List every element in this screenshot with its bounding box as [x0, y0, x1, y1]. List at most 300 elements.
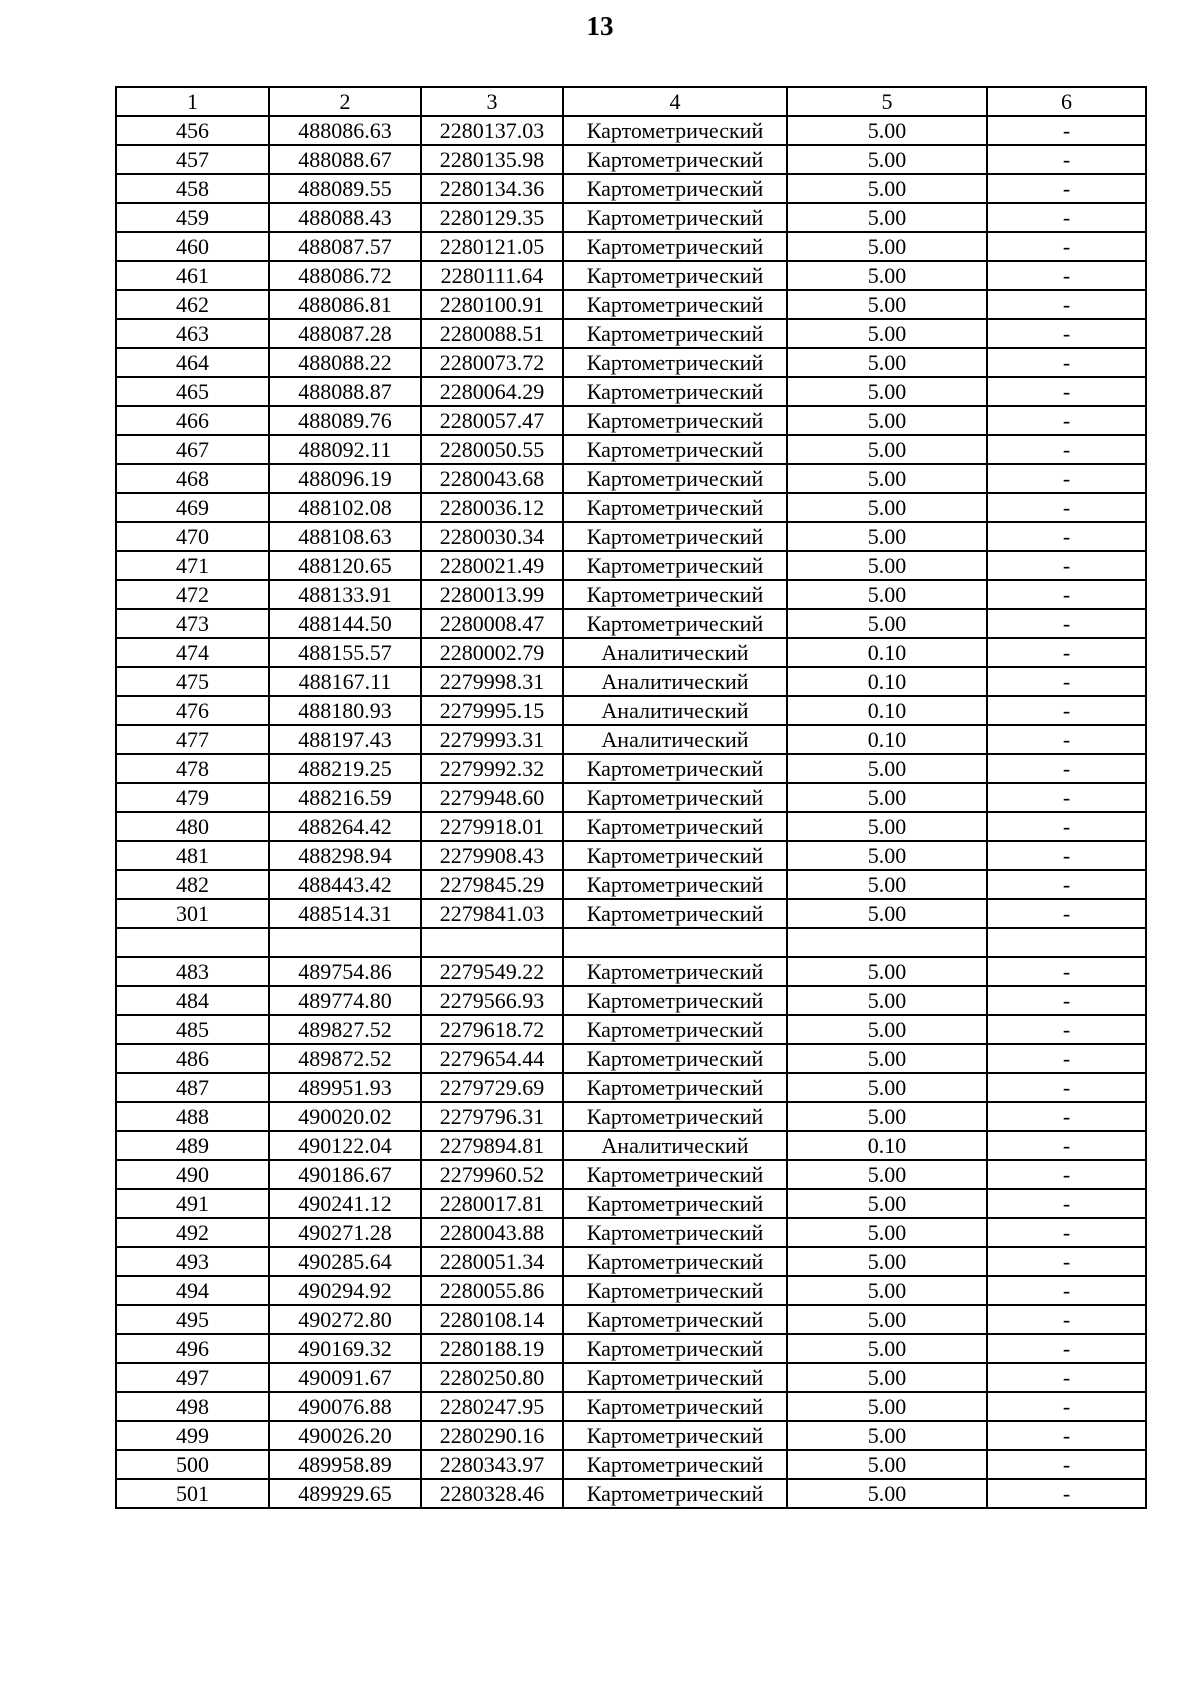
- note-cell: -: [987, 116, 1146, 145]
- point-number-cell: 490: [116, 1160, 269, 1189]
- point-number-cell: 464: [116, 348, 269, 377]
- point-number-cell: 458: [116, 174, 269, 203]
- accuracy-cell: 5.00: [787, 899, 987, 928]
- y-coordinate-cell: 2279918.01: [421, 812, 563, 841]
- method-cell: Аналитический: [563, 1131, 787, 1160]
- table-row: [116, 812, 1146, 841]
- note-cell: -: [987, 290, 1146, 319]
- y-coordinate-cell: 2280013.99: [421, 580, 563, 609]
- accuracy-cell: 5.00: [787, 1334, 987, 1363]
- method-cell: Картометрический: [563, 1073, 787, 1102]
- y-coordinate-cell: 2279566.93: [421, 986, 563, 1015]
- accuracy-cell: 5.00: [787, 232, 987, 261]
- x-coordinate-cell: 489754.86: [269, 957, 421, 986]
- point-number-cell: 498: [116, 1392, 269, 1421]
- note-cell: -: [987, 783, 1146, 812]
- x-coordinate-cell: 488088.22: [269, 348, 421, 377]
- y-coordinate-cell: 2279993.31: [421, 725, 563, 754]
- point-number-cell: 501: [116, 1479, 269, 1508]
- point-number-cell: 483: [116, 957, 269, 986]
- y-coordinate-cell: 2280088.51: [421, 319, 563, 348]
- method-cell: Картометрический: [563, 290, 787, 319]
- accuracy-cell: 5.00: [787, 1450, 987, 1479]
- y-coordinate-cell: 2280137.03: [421, 116, 563, 145]
- point-number-cell: 457: [116, 145, 269, 174]
- y-coordinate-cell: 2280043.88: [421, 1218, 563, 1247]
- x-coordinate-cell: 490076.88: [269, 1392, 421, 1421]
- table-row: [116, 1450, 1146, 1479]
- table-row: [116, 928, 1146, 957]
- method-cell: Картометрический: [563, 1247, 787, 1276]
- x-coordinate-cell: 490294.92: [269, 1276, 421, 1305]
- note-cell: -: [987, 638, 1146, 667]
- method-cell: Картометрический: [563, 1305, 787, 1334]
- method-cell: Картометрический: [563, 609, 787, 638]
- note-cell: -: [987, 1334, 1146, 1363]
- point-number-cell: 481: [116, 841, 269, 870]
- point-number-cell: 472: [116, 580, 269, 609]
- note-cell: -: [987, 899, 1146, 928]
- point-number-cell: 484: [116, 986, 269, 1015]
- table-row: [116, 609, 1146, 638]
- table-row: [116, 1421, 1146, 1450]
- y-coordinate-cell: 2280188.19: [421, 1334, 563, 1363]
- accuracy-cell: 5.00: [787, 1102, 987, 1131]
- method-cell: [563, 928, 787, 957]
- y-coordinate-cell: 2279845.29: [421, 870, 563, 899]
- note-cell: -: [987, 1363, 1146, 1392]
- note-cell: -: [987, 1450, 1146, 1479]
- note-cell: -: [987, 1392, 1146, 1421]
- point-number-cell: 487: [116, 1073, 269, 1102]
- y-coordinate-cell: 2279729.69: [421, 1073, 563, 1102]
- x-coordinate-cell: 488120.65: [269, 551, 421, 580]
- table-row: [116, 1276, 1146, 1305]
- point-number-cell: 494: [116, 1276, 269, 1305]
- y-coordinate-cell: 2279796.31: [421, 1102, 563, 1131]
- accuracy-cell: 5.00: [787, 1044, 987, 1073]
- table-row: [116, 377, 1146, 406]
- accuracy-cell: 5.00: [787, 1247, 987, 1276]
- accuracy-cell: 5.00: [787, 1392, 987, 1421]
- column-header: 2: [269, 87, 421, 116]
- point-number-cell: 485: [116, 1015, 269, 1044]
- method-cell: Картометрический: [563, 754, 787, 783]
- table-row: [116, 319, 1146, 348]
- accuracy-cell: 0.10: [787, 638, 987, 667]
- y-coordinate-cell: 2280247.95: [421, 1392, 563, 1421]
- accuracy-cell: 5.00: [787, 290, 987, 319]
- x-coordinate-cell: 488197.43: [269, 725, 421, 754]
- accuracy-cell: 5.00: [787, 348, 987, 377]
- x-coordinate-cell: 490020.02: [269, 1102, 421, 1131]
- y-coordinate-cell: 2279894.81: [421, 1131, 563, 1160]
- point-number-cell: 488: [116, 1102, 269, 1131]
- y-coordinate-cell: 2279618.72: [421, 1015, 563, 1044]
- x-coordinate-cell: 490026.20: [269, 1421, 421, 1450]
- accuracy-cell: [787, 928, 987, 957]
- method-cell: Картометрический: [563, 1363, 787, 1392]
- note-cell: -: [987, 841, 1146, 870]
- x-coordinate-cell: 488088.67: [269, 145, 421, 174]
- y-coordinate-cell: 2280036.12: [421, 493, 563, 522]
- table-row: [116, 1160, 1146, 1189]
- y-coordinate-cell: 2280290.16: [421, 1421, 563, 1450]
- point-number-cell: 489: [116, 1131, 269, 1160]
- x-coordinate-cell: 490241.12: [269, 1189, 421, 1218]
- y-coordinate-cell: 2280055.86: [421, 1276, 563, 1305]
- note-cell: -: [987, 957, 1146, 986]
- table-row: [116, 1189, 1146, 1218]
- note-cell: -: [987, 812, 1146, 841]
- note-cell: -: [987, 986, 1146, 1015]
- table-row: [116, 493, 1146, 522]
- method-cell: Картометрический: [563, 1160, 787, 1189]
- table-row: [116, 667, 1146, 696]
- note-cell: -: [987, 754, 1146, 783]
- x-coordinate-cell: 488087.57: [269, 232, 421, 261]
- note-cell: -: [987, 580, 1146, 609]
- method-cell: Картометрический: [563, 261, 787, 290]
- x-coordinate-cell: 489958.89: [269, 1450, 421, 1479]
- column-header: 4: [563, 87, 787, 116]
- accuracy-cell: 5.00: [787, 580, 987, 609]
- table-row: [116, 116, 1146, 145]
- method-cell: Картометрический: [563, 493, 787, 522]
- accuracy-cell: 5.00: [787, 870, 987, 899]
- accuracy-cell: 5.00: [787, 261, 987, 290]
- accuracy-cell: 5.00: [787, 493, 987, 522]
- point-number-cell: 491: [116, 1189, 269, 1218]
- accuracy-cell: 5.00: [787, 1189, 987, 1218]
- column-header: 1: [116, 87, 269, 116]
- x-coordinate-cell: 489951.93: [269, 1073, 421, 1102]
- note-cell: -: [987, 1015, 1146, 1044]
- note-cell: -: [987, 1218, 1146, 1247]
- method-cell: Картометрический: [563, 348, 787, 377]
- x-coordinate-cell: 489872.52: [269, 1044, 421, 1073]
- x-coordinate-cell: 488167.11: [269, 667, 421, 696]
- x-coordinate-cell: 488088.43: [269, 203, 421, 232]
- y-coordinate-cell: 2280057.47: [421, 406, 563, 435]
- x-coordinate-cell: 490271.28: [269, 1218, 421, 1247]
- accuracy-cell: 5.00: [787, 609, 987, 638]
- point-number-cell: 470: [116, 522, 269, 551]
- method-cell: Картометрический: [563, 1044, 787, 1073]
- table-row: [116, 1247, 1146, 1276]
- point-number-cell: 475: [116, 667, 269, 696]
- note-cell: -: [987, 464, 1146, 493]
- method-cell: Картометрический: [563, 1392, 787, 1421]
- x-coordinate-cell: 488155.57: [269, 638, 421, 667]
- table-row: [116, 1305, 1146, 1334]
- y-coordinate-cell: 2279948.60: [421, 783, 563, 812]
- x-coordinate-cell: 488144.50: [269, 609, 421, 638]
- method-cell: Картометрический: [563, 464, 787, 493]
- point-number-cell: 478: [116, 754, 269, 783]
- method-cell: Картометрический: [563, 406, 787, 435]
- y-coordinate-cell: 2280108.14: [421, 1305, 563, 1334]
- method-cell: Картометрический: [563, 870, 787, 899]
- point-number-cell: [116, 928, 269, 957]
- note-cell: -: [987, 522, 1146, 551]
- x-coordinate-cell: 488514.31: [269, 899, 421, 928]
- table-row: [116, 522, 1146, 551]
- x-coordinate-cell: 488086.81: [269, 290, 421, 319]
- y-coordinate-cell: 2279998.31: [421, 667, 563, 696]
- method-cell: Картометрический: [563, 377, 787, 406]
- x-coordinate-cell: 488102.08: [269, 493, 421, 522]
- table-row: [116, 1044, 1146, 1073]
- accuracy-cell: 5.00: [787, 464, 987, 493]
- note-cell: -: [987, 1131, 1146, 1160]
- method-cell: Картометрический: [563, 986, 787, 1015]
- x-coordinate-cell: 488264.42: [269, 812, 421, 841]
- page-number: 13: [586, 11, 614, 41]
- note-cell: -: [987, 1189, 1146, 1218]
- y-coordinate-cell: 2279654.44: [421, 1044, 563, 1073]
- table-body: [116, 116, 1146, 1508]
- point-number-cell: 476: [116, 696, 269, 725]
- accuracy-cell: 5.00: [787, 1305, 987, 1334]
- method-cell: Картометрический: [563, 319, 787, 348]
- note-cell: -: [987, 870, 1146, 899]
- table-row: [116, 174, 1146, 203]
- point-number-cell: 486: [116, 1044, 269, 1073]
- accuracy-cell: 5.00: [787, 145, 987, 174]
- point-number-cell: 496: [116, 1334, 269, 1363]
- note-cell: -: [987, 725, 1146, 754]
- header-row: [116, 87, 1146, 116]
- point-number-cell: 471: [116, 551, 269, 580]
- accuracy-cell: 5.00: [787, 812, 987, 841]
- method-cell: Картометрический: [563, 435, 787, 464]
- note-cell: -: [987, 1073, 1146, 1102]
- point-number-cell: 479: [116, 783, 269, 812]
- method-cell: Картометрический: [563, 232, 787, 261]
- method-cell: Аналитический: [563, 638, 787, 667]
- x-coordinate-cell: 488216.59: [269, 783, 421, 812]
- y-coordinate-cell: 2280051.34: [421, 1247, 563, 1276]
- x-coordinate-cell: 490169.32: [269, 1334, 421, 1363]
- method-cell: Картометрический: [563, 783, 787, 812]
- y-coordinate-cell: 2280100.91: [421, 290, 563, 319]
- method-cell: Картометрический: [563, 1421, 787, 1450]
- y-coordinate-cell: 2280135.98: [421, 145, 563, 174]
- method-cell: Картометрический: [563, 580, 787, 609]
- point-number-cell: 465: [116, 377, 269, 406]
- point-number-cell: 459: [116, 203, 269, 232]
- table-row: [116, 348, 1146, 377]
- x-coordinate-cell: 489827.52: [269, 1015, 421, 1044]
- note-cell: -: [987, 1102, 1146, 1131]
- x-coordinate-cell: 488108.63: [269, 522, 421, 551]
- method-cell: Картометрический: [563, 522, 787, 551]
- x-coordinate-cell: 488219.25: [269, 754, 421, 783]
- method-cell: Картометрический: [563, 1102, 787, 1131]
- method-cell: Картометрический: [563, 1450, 787, 1479]
- x-coordinate-cell: 488443.42: [269, 870, 421, 899]
- note-cell: -: [987, 1247, 1146, 1276]
- y-coordinate-cell: 2279995.15: [421, 696, 563, 725]
- y-coordinate-cell: 2280043.68: [421, 464, 563, 493]
- point-number-cell: 473: [116, 609, 269, 638]
- point-number-cell: 456: [116, 116, 269, 145]
- point-number-cell: 499: [116, 1421, 269, 1450]
- point-number-cell: 482: [116, 870, 269, 899]
- note-cell: -: [987, 1305, 1146, 1334]
- note-cell: [987, 928, 1146, 957]
- accuracy-cell: 5.00: [787, 1073, 987, 1102]
- accuracy-cell: 5.00: [787, 783, 987, 812]
- x-coordinate-cell: 489774.80: [269, 986, 421, 1015]
- method-cell: Картометрический: [563, 174, 787, 203]
- accuracy-cell: 5.00: [787, 1160, 987, 1189]
- note-cell: -: [987, 174, 1146, 203]
- method-cell: Картометрический: [563, 841, 787, 870]
- table-row: [116, 464, 1146, 493]
- method-cell: Картометрический: [563, 1218, 787, 1247]
- point-number-cell: 462: [116, 290, 269, 319]
- point-number-cell: 468: [116, 464, 269, 493]
- accuracy-cell: 0.10: [787, 667, 987, 696]
- note-cell: -: [987, 232, 1146, 261]
- table-row: [116, 290, 1146, 319]
- column-header: 3: [421, 87, 563, 116]
- accuracy-cell: 5.00: [787, 1421, 987, 1450]
- method-cell: Аналитический: [563, 667, 787, 696]
- y-coordinate-cell: 2279549.22: [421, 957, 563, 986]
- x-coordinate-cell: 488087.28: [269, 319, 421, 348]
- point-number-cell: 461: [116, 261, 269, 290]
- table-header: [116, 87, 1146, 116]
- table-row: [116, 754, 1146, 783]
- x-coordinate-cell: 488086.63: [269, 116, 421, 145]
- accuracy-cell: 5.00: [787, 319, 987, 348]
- accuracy-cell: 5.00: [787, 551, 987, 580]
- note-cell: -: [987, 1160, 1146, 1189]
- column-header: 6: [987, 87, 1146, 116]
- table-row: [116, 986, 1146, 1015]
- x-coordinate-cell: 488089.55: [269, 174, 421, 203]
- x-coordinate-cell: 488133.91: [269, 580, 421, 609]
- note-cell: -: [987, 203, 1146, 232]
- y-coordinate-cell: 2280328.46: [421, 1479, 563, 1508]
- table-row: [116, 783, 1146, 812]
- y-coordinate-cell: 2280121.05: [421, 232, 563, 261]
- table-row: [116, 957, 1146, 986]
- point-number-cell: 467: [116, 435, 269, 464]
- x-coordinate-cell: 488298.94: [269, 841, 421, 870]
- point-number-cell: 493: [116, 1247, 269, 1276]
- method-cell: Картометрический: [563, 1189, 787, 1218]
- table-row: [116, 1073, 1146, 1102]
- y-coordinate-cell: 2280008.47: [421, 609, 563, 638]
- method-cell: Картометрический: [563, 957, 787, 986]
- accuracy-cell: 5.00: [787, 406, 987, 435]
- point-number-cell: 469: [116, 493, 269, 522]
- accuracy-cell: 5.00: [787, 1218, 987, 1247]
- note-cell: -: [987, 406, 1146, 435]
- method-cell: Аналитический: [563, 696, 787, 725]
- coordinates-table: [115, 86, 1147, 1509]
- x-coordinate-cell: 488092.11: [269, 435, 421, 464]
- accuracy-cell: 5.00: [787, 203, 987, 232]
- table-row: [116, 696, 1146, 725]
- table-row: [116, 145, 1146, 174]
- accuracy-cell: 5.00: [787, 1015, 987, 1044]
- accuracy-cell: 5.00: [787, 174, 987, 203]
- note-cell: -: [987, 1479, 1146, 1508]
- y-coordinate-cell: 2280343.97: [421, 1450, 563, 1479]
- note-cell: -: [987, 435, 1146, 464]
- y-coordinate-cell: 2280002.79: [421, 638, 563, 667]
- table-row: [116, 435, 1146, 464]
- y-coordinate-cell: 2280111.64: [421, 261, 563, 290]
- note-cell: -: [987, 348, 1146, 377]
- accuracy-cell: 0.10: [787, 725, 987, 754]
- note-cell: -: [987, 609, 1146, 638]
- table-row: [116, 870, 1146, 899]
- table-row: [116, 1102, 1146, 1131]
- point-number-cell: 480: [116, 812, 269, 841]
- note-cell: -: [987, 377, 1146, 406]
- x-coordinate-cell: 488096.19: [269, 464, 421, 493]
- point-number-cell: 474: [116, 638, 269, 667]
- accuracy-cell: 0.10: [787, 696, 987, 725]
- method-cell: Аналитический: [563, 725, 787, 754]
- method-cell: Картометрический: [563, 1334, 787, 1363]
- x-coordinate-cell: 488086.72: [269, 261, 421, 290]
- y-coordinate-cell: 2280250.80: [421, 1363, 563, 1392]
- table-row: [116, 406, 1146, 435]
- point-number-cell: 466: [116, 406, 269, 435]
- y-coordinate-cell: 2280021.49: [421, 551, 563, 580]
- method-cell: Картометрический: [563, 1015, 787, 1044]
- method-cell: Картометрический: [563, 145, 787, 174]
- note-cell: -: [987, 1421, 1146, 1450]
- accuracy-cell: 5.00: [787, 986, 987, 1015]
- note-cell: -: [987, 145, 1146, 174]
- x-coordinate-cell: 490272.80: [269, 1305, 421, 1334]
- note-cell: -: [987, 667, 1146, 696]
- y-coordinate-cell: 2280050.55: [421, 435, 563, 464]
- point-number-cell: 500: [116, 1450, 269, 1479]
- x-coordinate-cell: 490091.67: [269, 1363, 421, 1392]
- y-coordinate-cell: 2279992.32: [421, 754, 563, 783]
- x-coordinate-cell: 488180.93: [269, 696, 421, 725]
- table-row: [116, 1363, 1146, 1392]
- column-header: 5: [787, 87, 987, 116]
- y-coordinate-cell: 2279960.52: [421, 1160, 563, 1189]
- y-coordinate-cell: 2279841.03: [421, 899, 563, 928]
- table-row: [116, 261, 1146, 290]
- x-coordinate-cell: 488089.76: [269, 406, 421, 435]
- x-coordinate-cell: 489929.65: [269, 1479, 421, 1508]
- point-number-cell: 301: [116, 899, 269, 928]
- y-coordinate-cell: [421, 928, 563, 957]
- y-coordinate-cell: 2280134.36: [421, 174, 563, 203]
- accuracy-cell: 5.00: [787, 1479, 987, 1508]
- x-coordinate-cell: 490122.04: [269, 1131, 421, 1160]
- note-cell: -: [987, 1044, 1146, 1073]
- table-row: [116, 1334, 1146, 1363]
- point-number-cell: 477: [116, 725, 269, 754]
- y-coordinate-cell: 2280129.35: [421, 203, 563, 232]
- point-number-cell: 463: [116, 319, 269, 348]
- accuracy-cell: 5.00: [787, 435, 987, 464]
- accuracy-cell: 5.00: [787, 116, 987, 145]
